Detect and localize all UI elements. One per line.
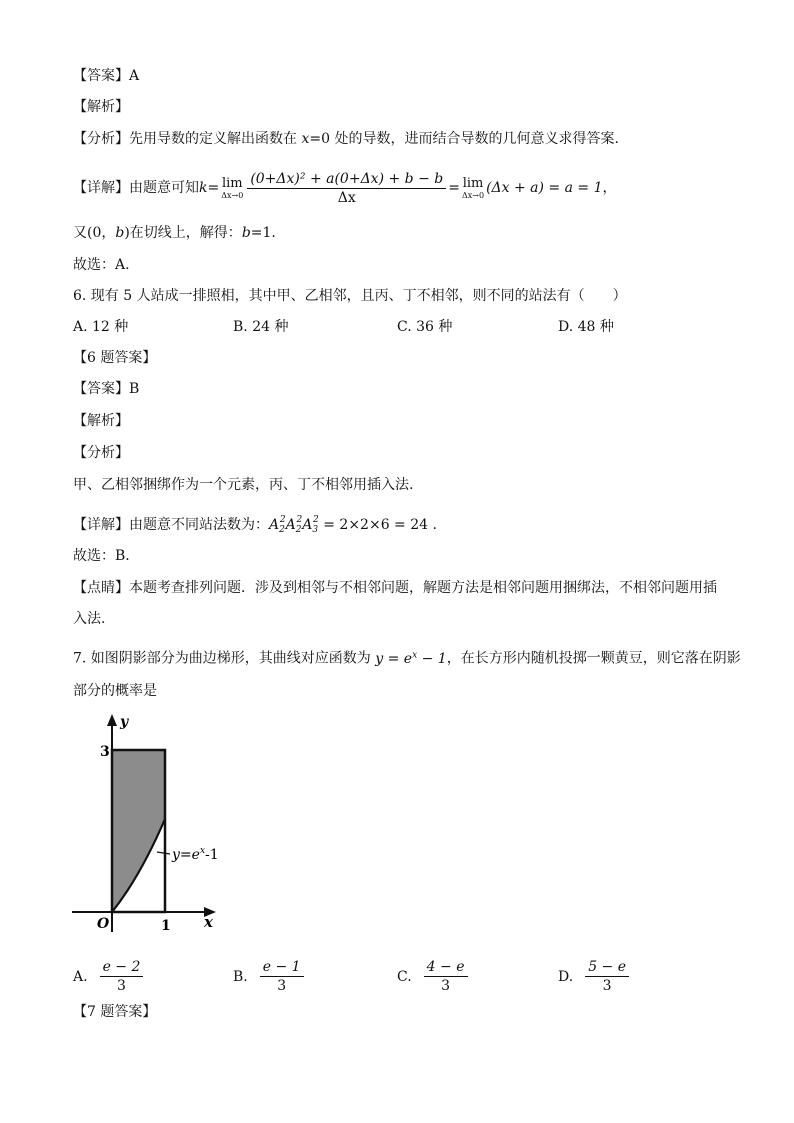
q6-option-b <box>233 317 288 337</box>
curve-label: $y=e^x-1$ <box>172 846 219 863</box>
tangent-text-e: =1. <box>250 225 276 241</box>
x-axis-label: x <box>204 913 213 931</box>
option-label: C. <box>397 319 417 335</box>
option-fraction <box>424 958 468 995</box>
option-value: 24 种 <box>252 319 289 335</box>
q7-option-c <box>397 958 470 995</box>
q7-text-a: 7. 如图阴影部分为曲边梯形，其曲线对应函数为 <box>73 650 376 667</box>
y-axis-arrow <box>107 714 117 726</box>
detail-formula-line <box>73 168 617 208</box>
q6-detail-line <box>73 507 437 543</box>
lim-subscript: Δx→0 <box>461 190 485 200</box>
q7-figure <box>70 712 230 937</box>
analysis-text-b: =0 处的导数，进而结合导数的几何意义求得答案. <box>309 131 619 147</box>
q6-option-a <box>73 317 128 337</box>
q6-option-c <box>397 317 452 337</box>
equals-sign: = <box>448 180 460 196</box>
derivative-fraction <box>247 170 446 207</box>
detail-label: 【详解】 <box>73 180 129 196</box>
option-label: D. <box>558 319 578 335</box>
q6-fenxi-heading: 【分析】 <box>73 445 129 461</box>
numerator: 4 − e <box>424 958 468 977</box>
origin-label: O <box>97 916 110 932</box>
variable-b: b <box>115 225 125 241</box>
numerator: e − 2 <box>100 958 144 977</box>
q7-option-b <box>233 958 306 995</box>
equals-sign: = <box>207 180 220 196</box>
fraction-denominator: Δx <box>337 189 356 206</box>
option-label: B. <box>233 968 248 985</box>
q6-answer-heading: 【6 题答案】 <box>73 350 157 366</box>
variable-x: x <box>301 131 310 147</box>
q6-option-d <box>558 317 614 337</box>
q7-answer-heading: 【7 题答案】 <box>73 1004 157 1020</box>
q7-option-d <box>558 958 631 995</box>
option-fraction <box>100 958 144 995</box>
tangent-text-c: )在切线上，解得： <box>124 225 242 241</box>
q6-analysis-heading: 【解析】 <box>73 413 129 429</box>
detail-result: = 2×2×6 = 24 . <box>318 517 437 533</box>
analysis-label: 【分析】 <box>73 131 129 147</box>
choose-line: 故选：A. <box>73 257 130 273</box>
fraction-numerator: (0+Δx)² + a(0+Δx) + b − b <box>247 170 446 189</box>
q7-option-a <box>73 958 145 995</box>
tick-label-1: 1 <box>161 918 171 934</box>
permutation-a22: $A_2^2$ <box>269 515 286 535</box>
answer-line: 【答案】A <box>73 68 140 84</box>
shaded-region <box>112 750 165 912</box>
option-label: B. <box>233 319 253 335</box>
limit-operator <box>462 177 484 200</box>
detail-text: 由题意不同站法数为： <box>129 517 269 533</box>
denominator: 3 <box>117 978 126 994</box>
y-axis-label: y <box>120 714 129 730</box>
option-value: 36 种 <box>416 319 453 335</box>
q7-function: $y = e^x - 1$ <box>375 650 447 667</box>
variable-b: b <box>241 225 251 241</box>
option-label: A. <box>73 319 93 335</box>
option-fraction <box>585 958 629 995</box>
limit-result: (Δx + a) = a = 1 <box>486 180 603 196</box>
tangent-line <box>73 223 276 243</box>
analysis-text <box>73 129 619 149</box>
lim-word: lim <box>221 175 243 191</box>
denominator: 3 <box>602 978 612 994</box>
detail-label: 【详解】 <box>73 517 129 533</box>
option-fraction <box>260 958 304 995</box>
denominator: 3 <box>441 978 451 994</box>
q6-choose: 故选：B. <box>73 548 130 564</box>
tick-label-3: 3 <box>100 744 110 760</box>
variable-k: k <box>199 180 208 196</box>
question-6-text: 6. 现有 5 人站成一排照相，其中甲、乙相邻，且丙、丁不相邻，则不同的站法有（ ） <box>73 288 627 304</box>
option-label: A. <box>73 968 88 985</box>
analysis-heading: 【解析】 <box>73 99 129 115</box>
detail-text: 由题意可知 <box>129 180 199 196</box>
permutation-a32: $A_3^2$ <box>302 515 319 535</box>
option-value: 12 种 <box>92 319 129 335</box>
lim-subscript: Δx→0 <box>221 190 244 200</box>
question-7-text-1 <box>73 645 741 669</box>
q6-answer: 【答案】B <box>73 381 140 397</box>
curve-label-pointer <box>157 852 170 854</box>
question-7-text-2: 部分的概率是 <box>73 683 157 699</box>
permutation-a22: $A_2^2$ <box>285 515 303 535</box>
denominator: 3 <box>277 978 287 994</box>
analysis-text-a: 先用导数的定义解出函数在 <box>129 131 302 147</box>
q6-comment-1: 【点睛】本题考查排列问题．涉及到相邻与不相邻问题，解题方法是相邻问题用捆绑法，不相邻问题用插 <box>73 580 717 596</box>
numerator: 5 − e <box>585 958 629 977</box>
option-label: D. <box>558 968 574 985</box>
numerator: e − 1 <box>260 958 304 977</box>
q7-text-b: ，在长方形内随机投掷一颗黄豆，则它落在阴影 <box>446 650 741 667</box>
limit-operator <box>221 177 243 200</box>
tangent-text-a: 又(0， <box>73 225 116 241</box>
q6-fenxi-text: 甲、乙相邻捆绑作为一个元素，丙、丁不相邻用插入法. <box>73 477 414 493</box>
q6-comment-2: 入法. <box>73 611 106 627</box>
option-value: 48 种 <box>577 319 614 335</box>
option-label: C. <box>397 968 412 985</box>
lim-word: lim <box>462 175 484 191</box>
comma: ， <box>602 180 617 196</box>
